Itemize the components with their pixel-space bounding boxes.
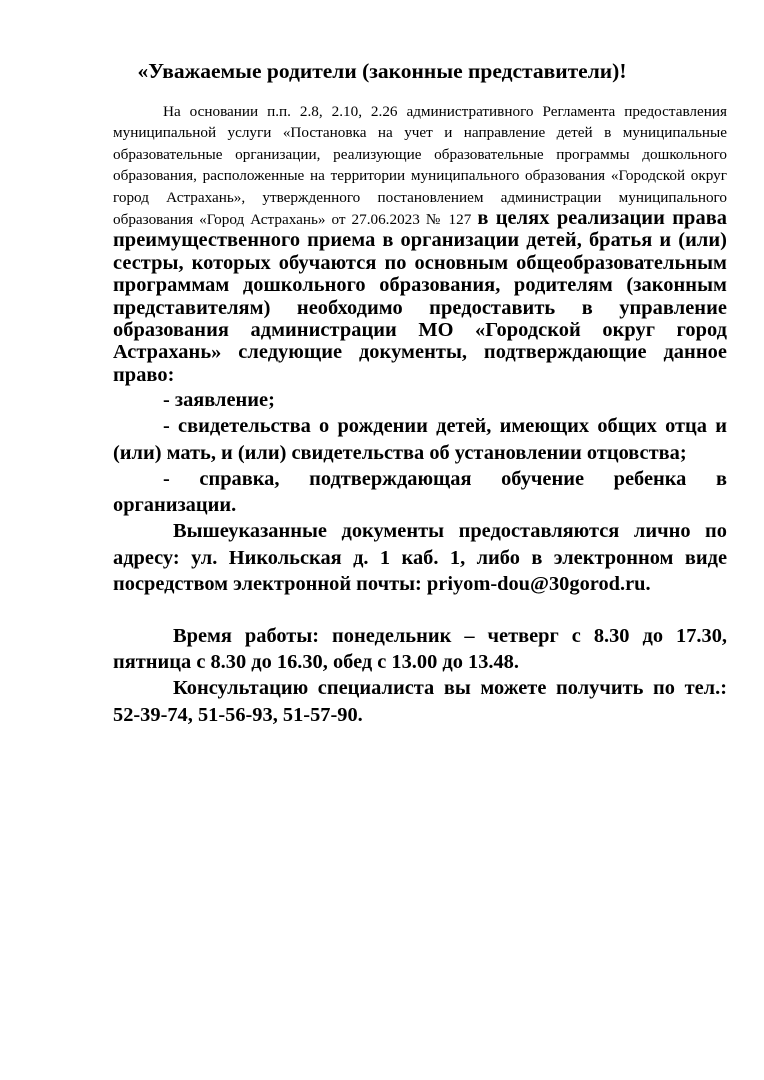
list-item-application: - заявление; [163,389,275,412]
list-item-birth-certificates: - свидетельства о рождении детей, имеющих общих отца и (или) мать, и (или) свидетельства об установлении отцовства; [113,415,727,464]
page-title: «Уважаемые родители (законные представители)! [137,59,627,83]
paragraph-spacer [113,597,727,623]
consultation-paragraph: Консультацию специалиста вы можете получить по тел.: 52-39-74, 51-56-93, 51-57-90. [113,677,727,726]
list-item-study-certificate: - справка, подтверждающая обучение ребенка в организации. [113,467,727,517]
intro-paragraph [113,101,727,387]
delivery-paragraph: Вышеуказанные документы предоставляются лично по адресу: ул. Никольская д. 1 каб. 1, либо в электронном виде посредством электронной почты: priyom-dou@30gorod.ru. [113,520,727,595]
working-hours-paragraph: Время работы: понедельник – четверг с 8.30 до 17.30, пятница с 8.30 до 16.30, обед с 13.00 до 13.48. [113,624,727,674]
intro-bold-text: в целях реализации права преимущественного приема в организации детей, братья и (или) сестры, которых обучаются по основным общеобразовательным программам дошкольного образования, родителям (законным представителям) необходимо предоставить в управление образования администрации МО «Городской округ город Астрахань» следующие документы, подтверждающие данное право: [113,207,727,386]
document-body [113,101,727,728]
intro-regular-text: На основании п.п. 2.8, 2.10, 2.26 административного Регламента предоставления муниципальной услуги «Постановка на учет и направление детей в муниципальные образовательные организации, реализующие образовательные программы дошкольного образования, расположенные на территории муниципального образования «Городской округ город Астрахань», утвержденного постановлением администрации муниципального образования «Город Астрахань» от 27.06.2023 № 127 [113,103,727,229]
